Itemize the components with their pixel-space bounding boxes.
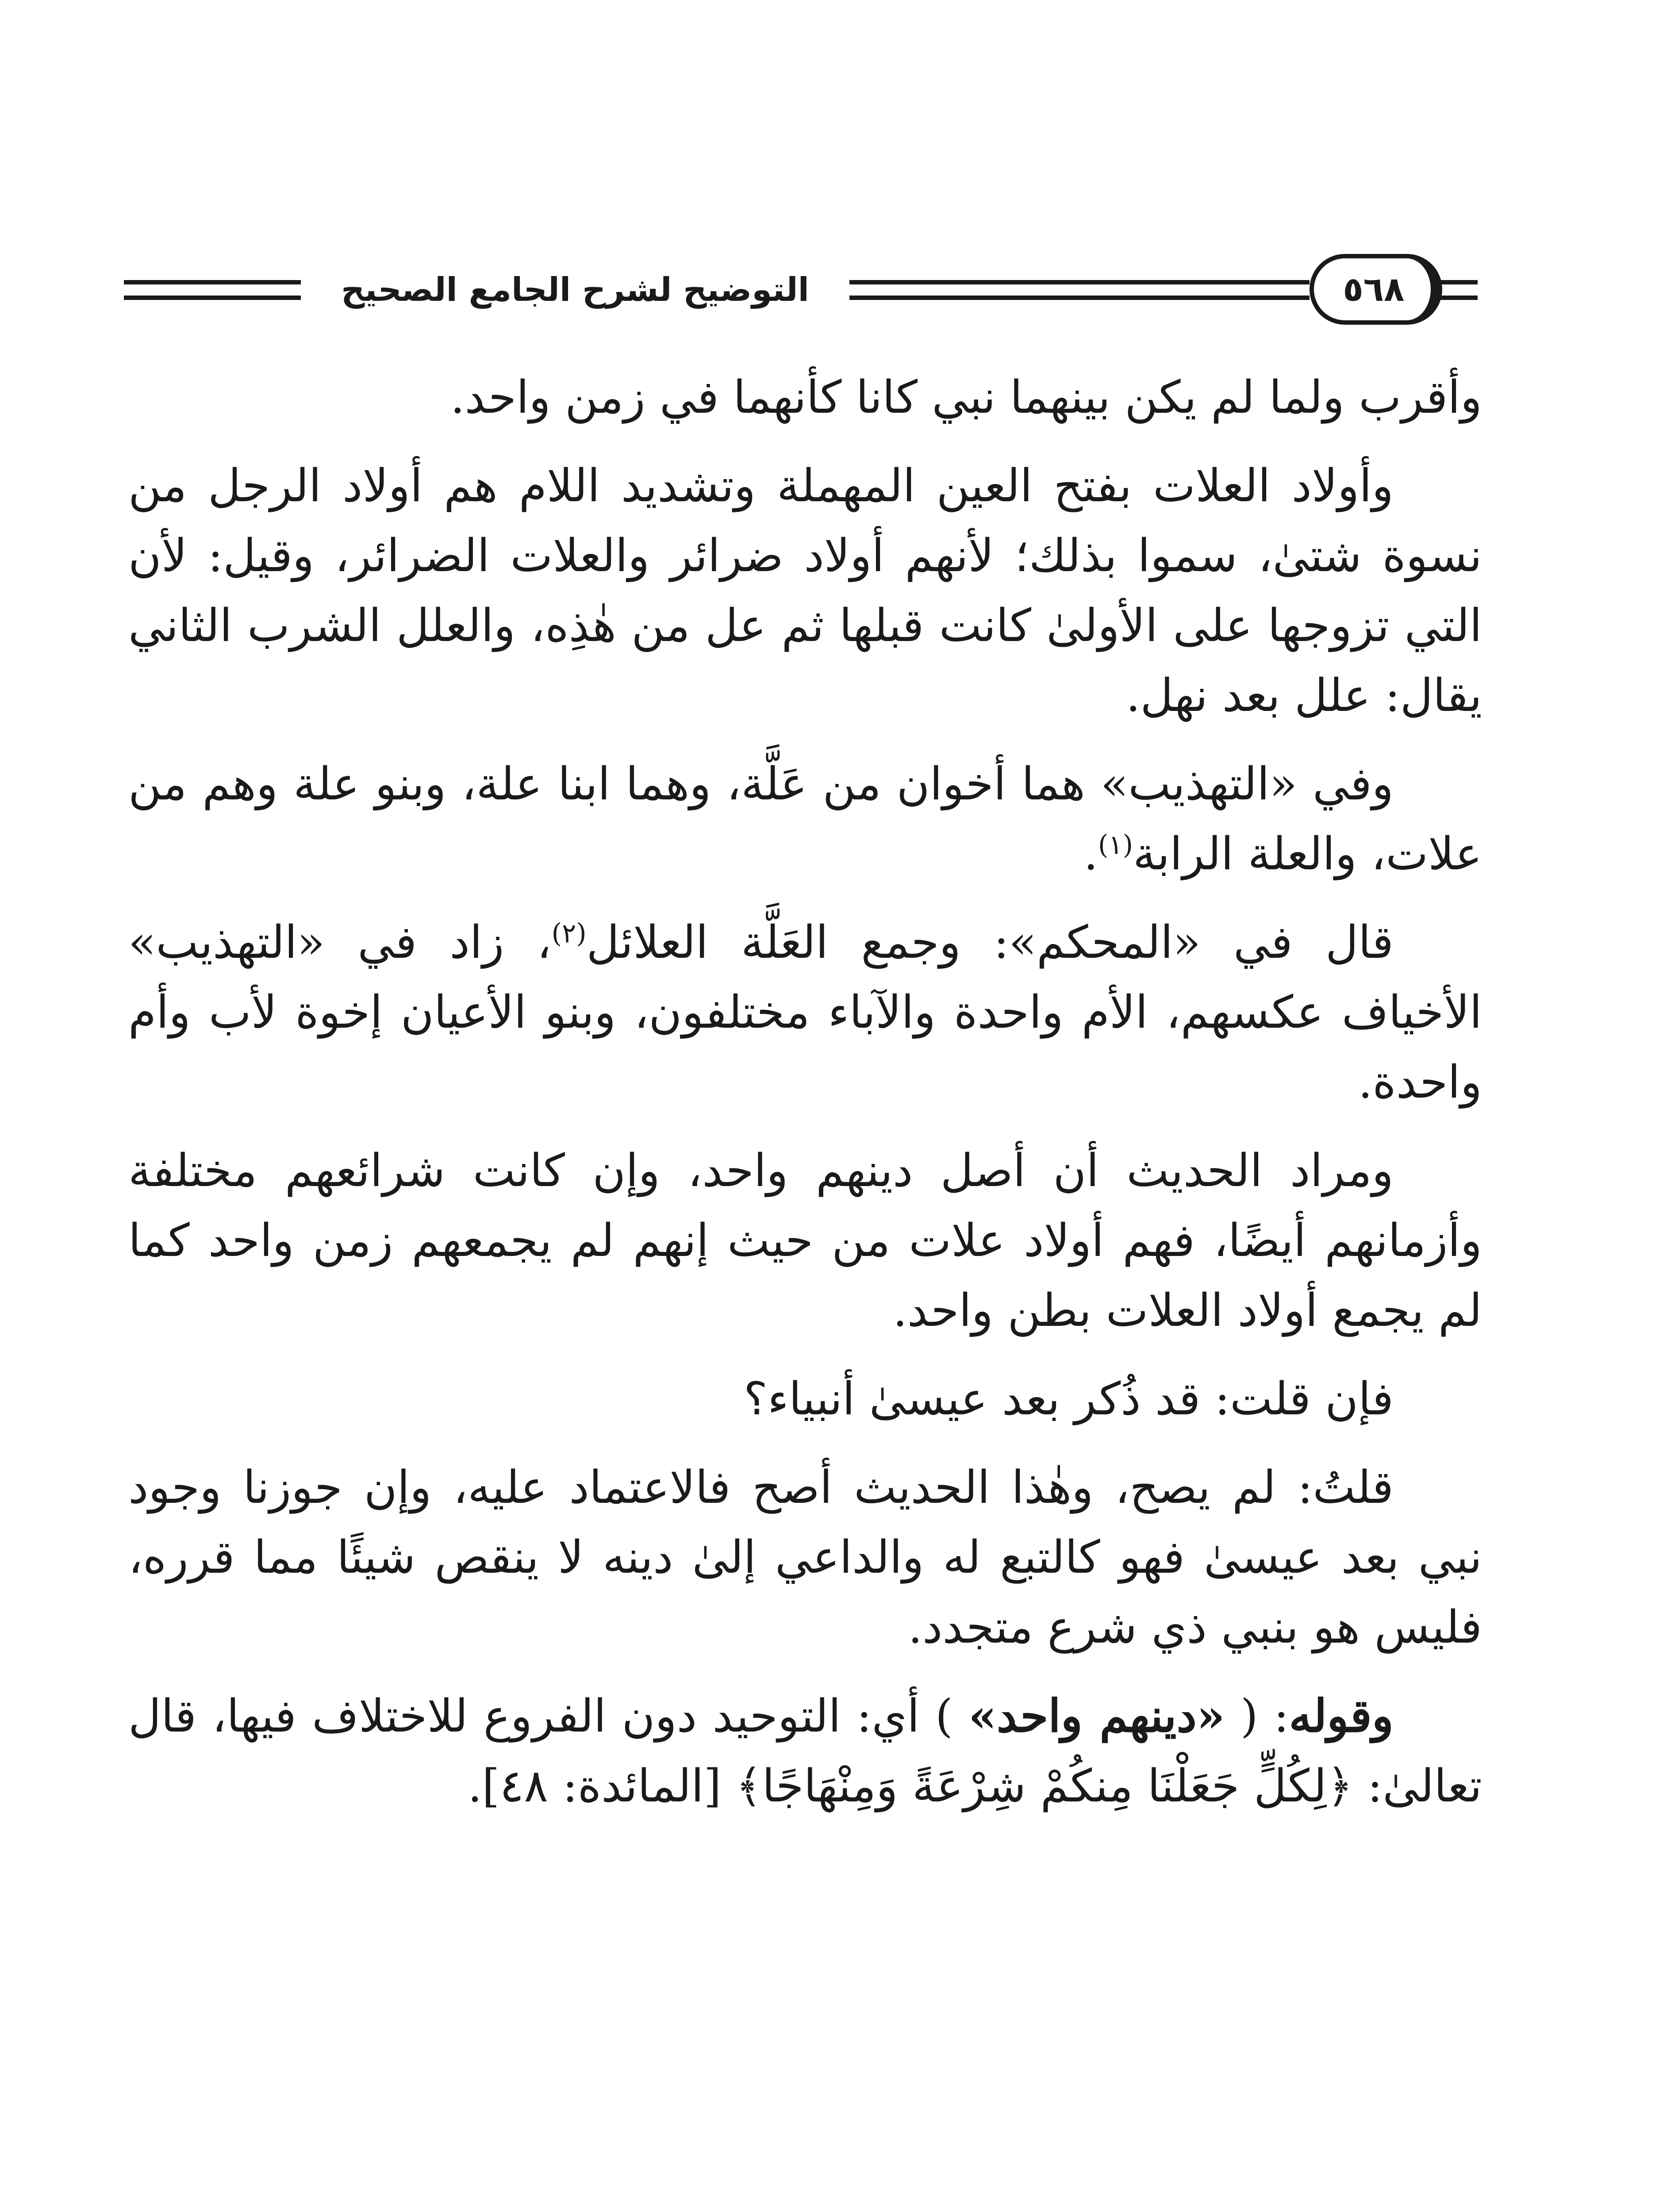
- header-rule: [124, 296, 301, 300]
- quran-verse: ﴿لِكُلٍّ جَعَلْنَا مِنكُمْ شِرْعَةً وَمِنْهَاجًا﴾: [735, 1760, 1353, 1813]
- header-rule: [1433, 296, 1478, 300]
- page-header: [124, 239, 1478, 345]
- footnote-ref[interactable]: (٢): [551, 918, 587, 949]
- paragraph-text: وفي «التهذيب» هما أخوان من عَلَّة، وهما ابنا علة، وبنو علة وهم من علات، والعلة الرابة: [128, 758, 1482, 880]
- paragraph: فإن قلت: قد ذُكر بعد عيسىٰ أنبياء؟: [743, 1373, 1394, 1425]
- paragraph: [128, 749, 1482, 889]
- running-title: التوضيح لشرح الجامع الصحيح: [341, 271, 810, 309]
- header-rule: [849, 280, 1310, 284]
- paragraph: [128, 908, 1482, 1118]
- header-rule: [124, 280, 301, 284]
- footnote-ref[interactable]: (١): [1098, 830, 1133, 860]
- paragraph-text: [المائدة: ٤٨].: [468, 1760, 736, 1813]
- header-rule: [849, 296, 1310, 300]
- paragraph-text: ، زاد في «التهذيب» الأخياف عكسهم، الأم واحدة والآباء مختلفون، وبنو الأعيان إخوة لأب وأم واحدة.: [128, 916, 1482, 1109]
- page-number: ٥٦٨: [1343, 269, 1405, 309]
- paragraph: وأولاد العلات بفتح العين المهملة وتشديد اللام هم أولاد الرجل من نسوة شتىٰ، سموا بذلك؛ لأنهم أولاد ضرائر والعلات الضرائر، وقيل: لأن التي تزوجها على الأولىٰ كانت قبلها ثم عل من هٰذِه، والعلل الشرب الثاني يقال: علل بعد نهل.: [128, 460, 1482, 722]
- paragraph-bold: «دينهم واحد»: [968, 1690, 1225, 1743]
- paragraph: ومراد الحديث أن أصل دينهم واحد، وإن كانت شرائعهم مختلفة وأزمانهم أيضًا، فهم أولاد علات من حيث إنهم لم يجمعهم زمن واحد كما لم يجمع أولاد العلات بطن واحد.: [128, 1144, 1482, 1337]
- paragraph: وأقرب ولما لم يكن بينهما نبي كانا كأنهما في زمن واحد.: [450, 371, 1482, 424]
- paragraph: [128, 1681, 1482, 1821]
- paragraph-text: قال في «المحكم»: وجمع العَلَّة العلائل: [586, 916, 1394, 969]
- paragraph-text: : (: [1225, 1690, 1289, 1743]
- main-text: [128, 363, 1482, 1840]
- paragraph-bold: وقوله: [1289, 1690, 1394, 1743]
- header-rule: [1433, 280, 1478, 284]
- paragraph-text: ) أي: التوحيد دون الفروع للاختلاف فيها، قال تعالىٰ:: [128, 1690, 1482, 1813]
- paragraph: قلتُ: لم يصح، وهٰذا الحديث أصح فالاعتماد عليه، وإن جوزنا وجود نبي بعد عيسىٰ فهو كالتبع له والداعي إلىٰ دينه لا ينقص شيئًا مما قرره، فليس هو بنبي ذي شرع متجدد.: [128, 1461, 1482, 1654]
- paragraph-text: .: [1083, 828, 1098, 880]
